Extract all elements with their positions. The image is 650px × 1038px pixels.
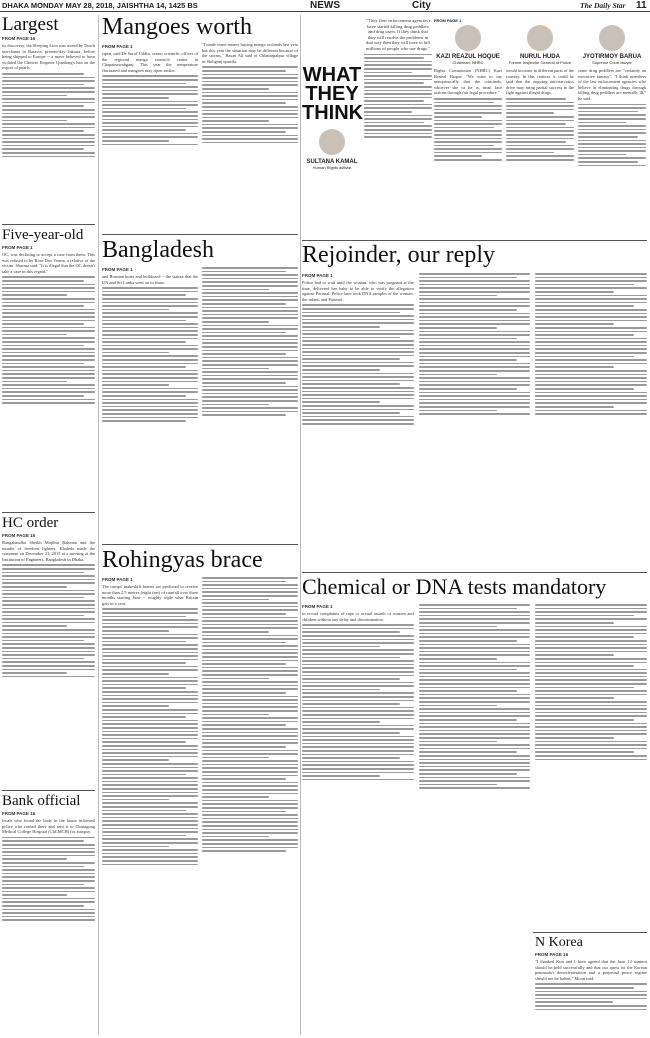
- body-text-block: [302, 624, 414, 780]
- dateline-masthead: DHAKA MONDAY MAY 28, 2018, JAISHTHA 14, 1425 BS: [2, 1, 198, 10]
- dateline: FROM PAGE 1: [2, 245, 33, 250]
- person-name: KAZI REAZUL HOQUE: [436, 54, 500, 60]
- person-role: Former Inspector General of Police: [508, 60, 572, 65]
- left-column: [2, 15, 95, 1035]
- person-role: Human Rights activist: [312, 165, 352, 170]
- body-text-block: [364, 54, 432, 138]
- panel-title: WHAT THEY THINK: [302, 64, 364, 124]
- body-text-block: [535, 604, 647, 760]
- dateline: FROM PAGE 1: [102, 267, 133, 272]
- headline: Chemical or DNA tests mandatory: [302, 576, 607, 599]
- person-name: JYOTIRMOY BARUA: [582, 54, 642, 60]
- expert-card: [506, 25, 574, 168]
- article-largest: [2, 15, 95, 220]
- headline: Bangladesh: [102, 238, 214, 263]
- person-role: Supreme Court lawyer: [592, 60, 632, 65]
- body-text-block: [202, 267, 298, 416]
- body-text-block: [419, 604, 531, 789]
- dateline: FROM PAGE 16: [535, 952, 569, 957]
- body-text-block: [102, 608, 198, 865]
- headline: Mangoes worth: [102, 15, 252, 40]
- section-city: City: [412, 0, 431, 11]
- body-text-block: [434, 98, 502, 161]
- dateline: FROM PAGE 16: [2, 533, 36, 538]
- article-five-year-old: [2, 228, 95, 508]
- article-lead: and Bosnian boats and bulldozed -- the statute that the UN and Sri Lanka went on to share.: [102, 274, 198, 285]
- article-lead: OC, was declining to accept a case from them. This was refused to by Rose Doe Verma, a relative of the victim. Sharma said, "It is illegal that the OC doesn't take a case in this regard.": [2, 252, 95, 274]
- quote-text: would increase in different parts of the country. In this context, it could be said that the ongoing anti-narcotics drive may bring partial success to the fight against illegal drugs.: [506, 68, 574, 96]
- dateline: FROM PAGE 16: [2, 36, 36, 41]
- avatar: [599, 25, 625, 51]
- body-text-block: [419, 273, 531, 415]
- body-text-block: [102, 75, 198, 145]
- person-name: NURUL HUDA: [520, 54, 560, 60]
- dateline: FROM PAGE 1: [302, 604, 333, 609]
- article-lead-2: "I made some money buying mango orchards last year but this year the situation may be different because of the storms," Hasan Ali said of Chhatrapalpur village in Shibganj upazila.: [202, 42, 298, 64]
- paper-name: The Daily Star: [580, 1, 626, 10]
- expert-card: [434, 25, 502, 168]
- article-chemical-dna: [302, 576, 647, 932]
- body-text-block: [578, 104, 646, 167]
- page-number: 11: [636, 0, 647, 11]
- quote-sultana-kamal: [364, 18, 432, 236]
- dateline: FROM PAGE 1: [102, 44, 133, 49]
- article-lead: its discovery, the Sleeping Lion was stored by Dutch merchants in Batavia, present-day Jakarta, before being shipped to Europe -- a move believed to have violated the Chinese Emperor Qianlong's ban on the export of pearls.: [2, 43, 95, 71]
- article-lead: The camps' makeshift homes are predicted to receive more than 2.5 metres (eight feet) of rainfall over three months starting June -- roughly triple what Britain gets in a year.: [102, 584, 198, 606]
- headline: Five-year-old: [2, 228, 84, 243]
- article-lead: Bangabandhu Sheikh Mujibur Rahman and the murder of freedom fighters. Khaleda made the comment on December 21, 2015 at a meeting at the Institution of Engineers, Bangladesh in Dhaka.: [2, 540, 95, 562]
- body-text-block: [2, 837, 95, 921]
- headline: Rejoinder, our reply: [302, 243, 495, 268]
- body-text-block: [2, 276, 95, 403]
- article-rejoinder: [302, 243, 647, 568]
- article-lead: locals who found the body in the house informed police who rushed there and sent it to Chittagong Medical College Hospital (ChCMCH) for autopsy.: [2, 818, 95, 835]
- avatar: [319, 129, 345, 155]
- avatar: [527, 25, 553, 51]
- article-hc-order: [2, 516, 95, 786]
- headline: Largest: [2, 15, 59, 35]
- body-text-block: [535, 983, 647, 1010]
- body-text-block: [535, 273, 647, 415]
- article-lead: "I thanked Kim and I have agreed that the June 12 summit should be held successfully and that our quest for the Korean peninsula's denuclearisation and a perpetual peace regime should not be halted," Moon said.: [535, 959, 647, 981]
- section-news: NEWS: [310, 0, 340, 11]
- body-text-block: [2, 73, 95, 157]
- body-text-block: [302, 304, 414, 424]
- masthead: [0, 0, 650, 12]
- dateline: FROM PAGE 1: [102, 577, 133, 582]
- body-text-block: [2, 564, 95, 677]
- dateline: FROM PAGE 16: [2, 811, 36, 816]
- quote-text: Rights Commission (NHRC) Kazi Reazul Hoque: "We want to say unequivocally that the criminals, whoever she or he is, must face actions through fair legal procedure.": [434, 68, 502, 96]
- article-lead: to record complaints of rape or sexual assault of women and children without any delay and discrimination.: [302, 611, 414, 622]
- experts-panel: FROM PAGE 1 KAZI REAZUL HOQUE Chairman, NHRC Rights Commission (NHRC) Kazi Reazul Hoque: "We want to say unequivocally that the criminals, whoever she or he is, must face actions through fair legal procedure." NURUL HUDA Former Inspector General of Police would increase in different parts of the country. In this context, it could be said that the ongoing anti-narcotics drive may bring partial success to the fight against illegal drugs. JYOTIRMOY BARUA Supreme Court lawyer some drug peddlers are "certainly an executive fantasy". "I think members of the law enforcement agencies who believe in eliminating drugs through killing drug peddlers are mentally ill," he said.: [434, 18, 646, 236]
- article-mangoes: [102, 15, 298, 230]
- headline: HC order: [2, 516, 59, 531]
- article-bangladesh: [102, 238, 298, 538]
- dateline: FROM PAGE 1: [302, 273, 333, 278]
- quote-text: "They (law enforcement agencies) have started killing drug peddlers and drug users. If they think that they will resolve the problems in that way then they will have to kill millions of people who use drugs.": [365, 18, 431, 51]
- what-they-think-panel: [302, 18, 362, 236]
- article-n-korea: [535, 936, 647, 1035]
- headline: Rohingyas brace: [102, 548, 263, 573]
- article-rohingyas: [102, 548, 298, 1035]
- person-role: Chairman, NHRC: [452, 60, 484, 65]
- article-lead: ripen, said Dr Sorof Uddin, senior scientific officer of the regional mango research centre in Chapainawabganj. This year the temperature fluctuated and mangoes may ripen earlier.: [102, 51, 198, 73]
- body-text-block: [202, 66, 298, 143]
- person-name: SULTANA KAMAL: [306, 159, 358, 165]
- expert-card: [578, 25, 646, 168]
- body-text-block: [202, 577, 298, 852]
- avatar: [455, 25, 481, 51]
- quote-text: some drug peddlers are "certainly an executive fantasy". "I think members of the law enforcement agencies who believe in eliminating drugs through killing drug peddlers are mentally ill," he said.: [578, 68, 646, 101]
- headline: Bank official: [2, 794, 81, 809]
- article-lead: Police had to wait until the woman, who was pregnant at the time, delivered her baby to be able to verify the allegation against Parimal. Police later took DNA samples of the woman, the infant, and Parimal.: [302, 280, 414, 302]
- body-text-block: [102, 287, 198, 422]
- headline: N Korea: [535, 936, 583, 950]
- body-text-block: [506, 98, 574, 161]
- article-bank-official: [2, 794, 95, 1024]
